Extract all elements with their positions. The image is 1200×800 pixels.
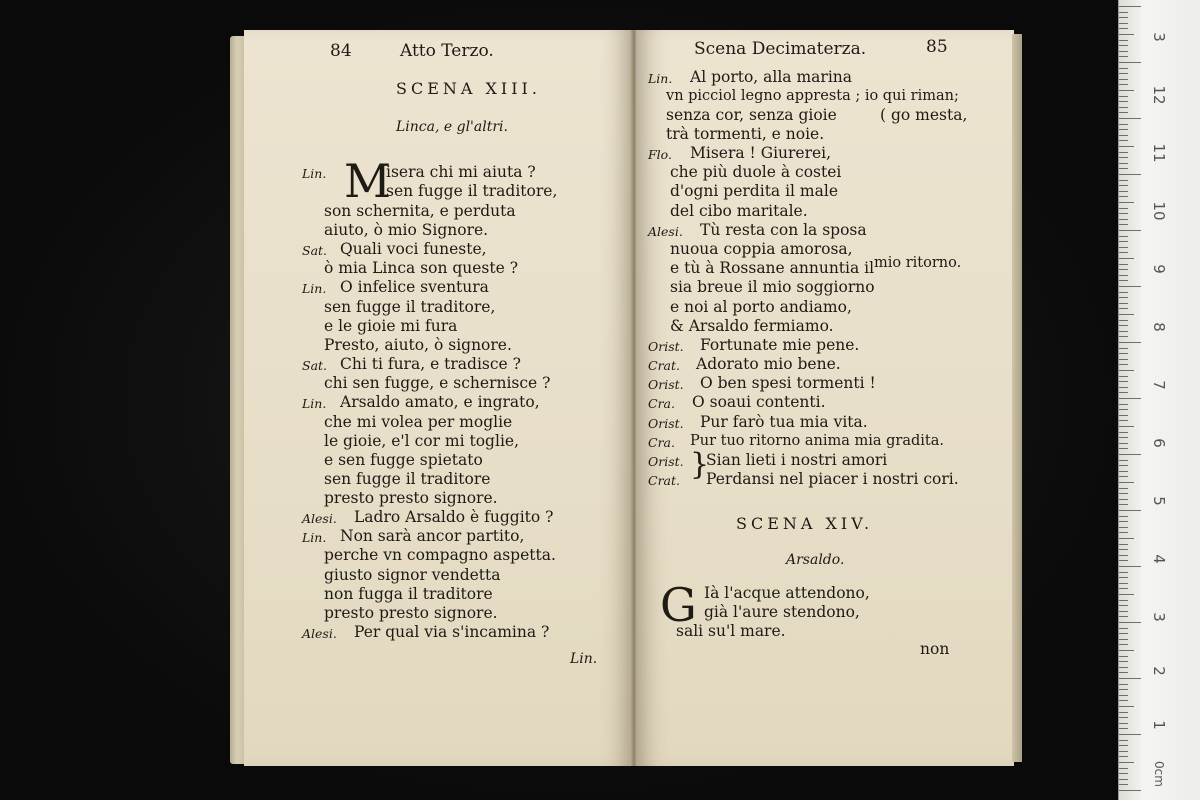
ruler-tick: [1119, 336, 1128, 337]
ruler-tick: [1119, 460, 1128, 461]
ruler-tick: [1119, 527, 1128, 528]
ruler-tick: [1119, 224, 1128, 225]
ruler-tick: [1119, 348, 1128, 349]
speaker-label: Orist.: [648, 416, 684, 431]
verse-line: nuoua coppia amorosa,: [670, 240, 853, 258]
verse-line: chi sen fugge, e schernisce ?: [324, 374, 551, 392]
right-scene-heading: SCENA XIV.: [736, 514, 874, 533]
ruler-tick: [1119, 432, 1128, 433]
ruler-tick: [1119, 521, 1128, 522]
left-page-number: 84: [330, 41, 352, 61]
ruler-tick: [1119, 572, 1128, 573]
ruler-tick: [1119, 314, 1134, 315]
ruler-tick: [1119, 320, 1128, 321]
ruler-tick: [1119, 196, 1128, 197]
ruler-tick: [1119, 163, 1128, 164]
turnover-line: ( go mesta,: [880, 106, 968, 124]
ruler-tick: [1119, 532, 1128, 533]
ruler-tick: [1119, 493, 1128, 494]
ruler-tick: [1119, 202, 1134, 203]
ruler-tick: [1119, 566, 1141, 567]
verse-line: trà tormenti, e noie.: [666, 125, 825, 143]
ruler-tick: [1119, 79, 1128, 80]
ruler-tick: [1119, 140, 1128, 141]
speaker-label: Alesi.: [648, 224, 683, 239]
speaker-label: Orist.: [648, 377, 684, 392]
ruler-tick: [1119, 678, 1141, 679]
left-drop-cap: M: [344, 154, 392, 208]
speaker-label: Lin.: [648, 71, 673, 86]
speaker-label: Alesi.: [302, 511, 337, 526]
verse-line: aiuto, ò mio Signore.: [324, 221, 489, 239]
ruler-tick: [1119, 689, 1128, 690]
ruler-tick: [1119, 208, 1128, 209]
ruler-tick: [1119, 107, 1128, 108]
ruler-tick: [1119, 157, 1128, 158]
verse-line: Tù resta con la sposa: [700, 221, 867, 239]
ruler-tick: [1119, 135, 1128, 136]
verse-line: e tù à Rossane annuntia il: [670, 259, 875, 277]
ruler-tick: [1119, 454, 1141, 455]
speaker-label: Crat.: [648, 473, 680, 488]
ruler-tick: [1119, 40, 1128, 41]
ruler-tick: [1119, 723, 1128, 724]
ruler-tick: [1119, 560, 1128, 561]
ruler-tick: [1119, 359, 1128, 360]
verse-line: ò mia Linca son queste ?: [324, 259, 519, 277]
ruler-tick: [1119, 236, 1128, 237]
ruler-tick: [1119, 51, 1128, 52]
verse-line: son schernita, e perduta: [324, 202, 516, 220]
ruler-tick: [1119, 96, 1128, 97]
ruler-tick: [1119, 286, 1141, 287]
ruler-tick: [1119, 712, 1128, 713]
right-catchword: non: [920, 640, 950, 658]
verse-line: Arsaldo amato, e ingrato,: [340, 393, 540, 411]
verse-line: non fugga il traditore: [324, 585, 493, 603]
ruler-tick: [1119, 583, 1128, 584]
speaker-label: Alesi.: [302, 626, 337, 641]
ruler-tick: [1119, 415, 1128, 416]
verse-line: sali su'l mare.: [676, 622, 786, 640]
ruler-tick: [1119, 443, 1128, 444]
ruler-number: 4: [1150, 554, 1168, 564]
verse-line: Non sarà ancor partito,: [340, 527, 525, 545]
ruler-tick: [1119, 258, 1134, 259]
ruler-tick: [1119, 762, 1134, 763]
verse-line: Adorato mio bene.: [696, 355, 841, 373]
verse-line: O ben spesi tormenti !: [700, 374, 876, 392]
ruler-tick: [1119, 499, 1128, 500]
ruler-tick: [1119, 185, 1128, 186]
verse-line: vn picciol legno appresta ; io qui riman;: [666, 88, 959, 104]
speaker-label: Lin.: [302, 396, 327, 411]
ruler-tick: [1119, 482, 1134, 483]
ruler-tick: [1119, 90, 1134, 91]
verse-line: del cibo maritale.: [670, 202, 808, 220]
speaker-label: Lin.: [302, 530, 327, 545]
speaker-label: Lin.: [302, 281, 327, 296]
ruler-tick: [1119, 230, 1141, 231]
ruler-tick: [1119, 706, 1134, 707]
verse-line: Ladro Arsaldo è fuggito ?: [354, 508, 554, 526]
ruler-tick: [1119, 269, 1128, 270]
ruler-tick: [1119, 73, 1128, 74]
ruler-tick: [1119, 68, 1128, 69]
ruler-tick: [1119, 129, 1128, 130]
ruler-tick: [1119, 247, 1128, 248]
speaker-label: Orist.: [648, 454, 684, 469]
ruler-tick: [1119, 101, 1128, 102]
verse-line: Al porto, alla marina: [690, 68, 853, 86]
ruler-tick: [1119, 275, 1128, 276]
ruler-tick: [1119, 56, 1128, 57]
ruler-tick: [1119, 544, 1128, 545]
speaker-label: Sat.: [302, 243, 328, 258]
verse-line: & Arsaldo fermiamo.: [670, 317, 834, 335]
ruler-tick: [1119, 280, 1128, 281]
verse-line: presto presto signore.: [324, 604, 498, 622]
ruler-tick: [1119, 387, 1128, 388]
ruler-tick: [1119, 180, 1128, 181]
ruler-tick: [1119, 62, 1141, 63]
ruler-number: 6: [1150, 438, 1168, 448]
ruler-tick: [1119, 661, 1128, 662]
verse-line: giusto signor vendetta: [324, 566, 501, 584]
right-running-head: Scena Decimaterza.: [694, 39, 867, 59]
ruler-tick: [1119, 381, 1128, 382]
ruler-tick: [1119, 504, 1128, 505]
verse-line: d'ogni perdita il male: [670, 182, 838, 200]
ruler-tick: [1119, 23, 1128, 24]
ruler-tick: [1119, 353, 1128, 354]
ruler-tick: [1119, 152, 1128, 153]
speaker-label: Flo.: [648, 147, 672, 162]
ruler-tick: [1119, 146, 1134, 147]
ruler-tick: [1119, 28, 1128, 29]
ruler-number: 12: [1150, 85, 1168, 105]
ruler-tick: [1119, 650, 1134, 651]
ruler-tick: [1119, 398, 1141, 399]
ruler-tick: [1119, 465, 1128, 466]
ruler-tick: [1119, 420, 1128, 421]
ruler-tick: [1119, 734, 1141, 735]
ruler-tick: [1119, 297, 1128, 298]
ruler-tick: [1119, 588, 1128, 589]
ruler-number: 3: [1150, 32, 1168, 42]
verse-line: sen fugge il traditore: [324, 470, 491, 488]
ruler-tick: [1119, 426, 1134, 427]
ruler-number: 9: [1150, 264, 1168, 274]
ruler-tick: [1119, 325, 1128, 326]
ruler-tick: [1119, 745, 1128, 746]
ruler-number: 8: [1150, 322, 1168, 332]
verse-line: già l'aure stendono,: [704, 603, 860, 621]
ruler-tick: [1119, 784, 1128, 785]
speaker-label: Sat.: [302, 358, 328, 373]
ruler-tick: [1119, 331, 1128, 332]
ruler-tick: [1119, 264, 1128, 265]
verse-line: Chi ti fura, e tradisce ?: [340, 355, 521, 373]
ruler-tick: [1119, 404, 1128, 405]
ruler-tick: [1119, 471, 1128, 472]
ruler-number: 11: [1150, 143, 1168, 163]
ruler-tick: [1119, 252, 1128, 253]
ruler-tick: [1119, 376, 1128, 377]
ruler-tick: [1119, 600, 1128, 601]
verse-line: sen fugge il traditore,: [386, 182, 558, 200]
ruler-tick: [1119, 644, 1128, 645]
verse-line: Pur farò tua mia vita.: [700, 413, 868, 431]
verse-line: Perdansi nel piacer i nostri cori.: [706, 470, 959, 488]
ruler-tick: [1119, 633, 1128, 634]
ruler-tick: [1119, 448, 1128, 449]
ruler-tick: [1119, 672, 1128, 673]
ruler-tick: [1119, 611, 1128, 612]
ruler-number: 5: [1150, 496, 1168, 506]
verse-line: senza cor, senza gioie: [666, 106, 837, 124]
ruler-tick: [1119, 594, 1134, 595]
ruler-tick: [1119, 555, 1128, 556]
ruler-tick: [1119, 768, 1128, 769]
verse-line: Misera ! Giurerei,: [690, 144, 832, 162]
ruler-tick: [1119, 605, 1128, 606]
ruler-tick: [1119, 790, 1141, 791]
ruler-tick: [1119, 549, 1128, 550]
ruler-tick: [1119, 342, 1141, 343]
ruler-tick: [1119, 364, 1128, 365]
left-scene-heading: SCENA XIII.: [396, 79, 541, 98]
speaker-label: Lin.: [302, 166, 327, 181]
ruler-tick: [1119, 756, 1128, 757]
ruler-tick: [1119, 577, 1128, 578]
speaker-label: Cra.: [648, 396, 675, 411]
speaker-label: Orist.: [648, 339, 684, 354]
ruler-tick: [1119, 303, 1128, 304]
ruler-tick: [1119, 174, 1141, 175]
verse-line: Quali voci funeste,: [340, 240, 487, 258]
verse-line: Fortunate mie pene.: [700, 336, 860, 354]
ruler-tick: [1119, 219, 1128, 220]
right-page-number: 85: [926, 37, 948, 57]
verse-line: Presto, aiuto, ò signore.: [324, 336, 512, 354]
ruler-tick: [1119, 779, 1128, 780]
ruler-tick: [1119, 695, 1128, 696]
verse-line: Ià l'acque attendono,: [704, 584, 870, 602]
ruler-tick: [1119, 684, 1128, 685]
ruler-tick: [1119, 118, 1141, 119]
speaker-label: Crat.: [648, 358, 680, 373]
measuring-ruler: [1118, 0, 1200, 800]
ruler-tick: [1119, 84, 1128, 85]
left-page: [244, 30, 632, 766]
ruler-tick: [1119, 667, 1128, 668]
ruler-tick: [1119, 510, 1141, 511]
ruler-tick: [1119, 616, 1128, 617]
verse-line: perche vn compagno aspetta.: [324, 546, 556, 564]
ruler-tick: [1119, 437, 1128, 438]
ruler-tick: [1119, 700, 1128, 701]
ruler-number: 10: [1150, 201, 1168, 221]
left-characters: Linca, e gl'altri.: [396, 119, 508, 135]
ruler-tick: [1119, 656, 1128, 657]
ruler-tick: [1119, 409, 1128, 410]
verse-line: Sian lieti i nostri amori: [706, 451, 888, 469]
verse-line: e sen fugge spietato: [324, 451, 483, 469]
verse-line: le gioie, e'l cor mi toglie,: [324, 432, 519, 450]
ruler-tick: [1119, 717, 1128, 718]
ruler-tick: [1119, 751, 1128, 752]
ruler-tick: [1119, 6, 1141, 7]
ruler-tick: [1119, 191, 1128, 192]
verse-line: O infelice sventura: [340, 278, 489, 296]
speaker-label: Cra.: [648, 435, 675, 450]
page-block-edge-right: [1012, 34, 1022, 762]
ruler-number: 7: [1150, 380, 1168, 390]
ruler-tick: [1119, 728, 1128, 729]
ruler-tick: [1119, 124, 1128, 125]
verse-line: O soaui contenti.: [692, 393, 826, 411]
ruler-tick: [1119, 370, 1134, 371]
right-characters: Arsaldo.: [786, 552, 845, 568]
ruler-tick: [1119, 622, 1141, 623]
verse-line: Pur tuo ritorno anima mia gradita.: [690, 433, 944, 449]
verse-line: e le gioie mi fura: [324, 317, 458, 335]
ruler-tick: [1119, 168, 1128, 169]
ruler-tick: [1119, 392, 1128, 393]
ruler-tick: [1119, 773, 1128, 774]
verse-line: presto presto signore.: [324, 489, 498, 507]
turnover-line: mio ritorno.: [874, 255, 962, 271]
ruler-tick: [1119, 308, 1128, 309]
ruler-number: 2: [1150, 666, 1168, 676]
left-running-head: Atto Terzo.: [400, 41, 494, 61]
left-catchword: Lin.: [570, 651, 598, 667]
ruler-tick: [1119, 639, 1128, 640]
ruler-tick: [1119, 628, 1128, 629]
ruler-tick: [1119, 12, 1128, 13]
verse-line: sia breue il mio soggiorno: [670, 278, 875, 296]
verse-line: isera chi mi aiuta ?: [386, 163, 536, 181]
verse-line: e noi al porto andiamo,: [670, 298, 852, 316]
ruler-number: 0cm: [1152, 761, 1166, 787]
verse-line: che mi volea per moglie: [324, 413, 513, 431]
ruler-tick: [1119, 476, 1128, 477]
verse-line: Per qual via s'incamina ?: [354, 623, 550, 641]
ruler-tick: [1119, 45, 1128, 46]
ruler-tick: [1119, 292, 1128, 293]
right-page: [636, 30, 1014, 766]
brace-glyph: }: [690, 447, 710, 482]
right-drop-cap: G: [660, 578, 697, 632]
ruler-tick: [1119, 538, 1134, 539]
ruler-tick: [1119, 17, 1128, 18]
ruler-tick: [1119, 516, 1128, 517]
ruler-tick: [1119, 488, 1128, 489]
ruler-tick: [1119, 34, 1134, 35]
ruler-number: 3: [1150, 612, 1168, 622]
ruler-tick: [1119, 740, 1128, 741]
verse-line: che più duole à costei: [670, 163, 842, 181]
ruler-tick: [1119, 241, 1128, 242]
ruler-tick: [1119, 213, 1128, 214]
verse-line: sen fugge il traditore,: [324, 298, 496, 316]
ruler-number: 1: [1150, 720, 1168, 730]
ruler-tick: [1119, 112, 1128, 113]
